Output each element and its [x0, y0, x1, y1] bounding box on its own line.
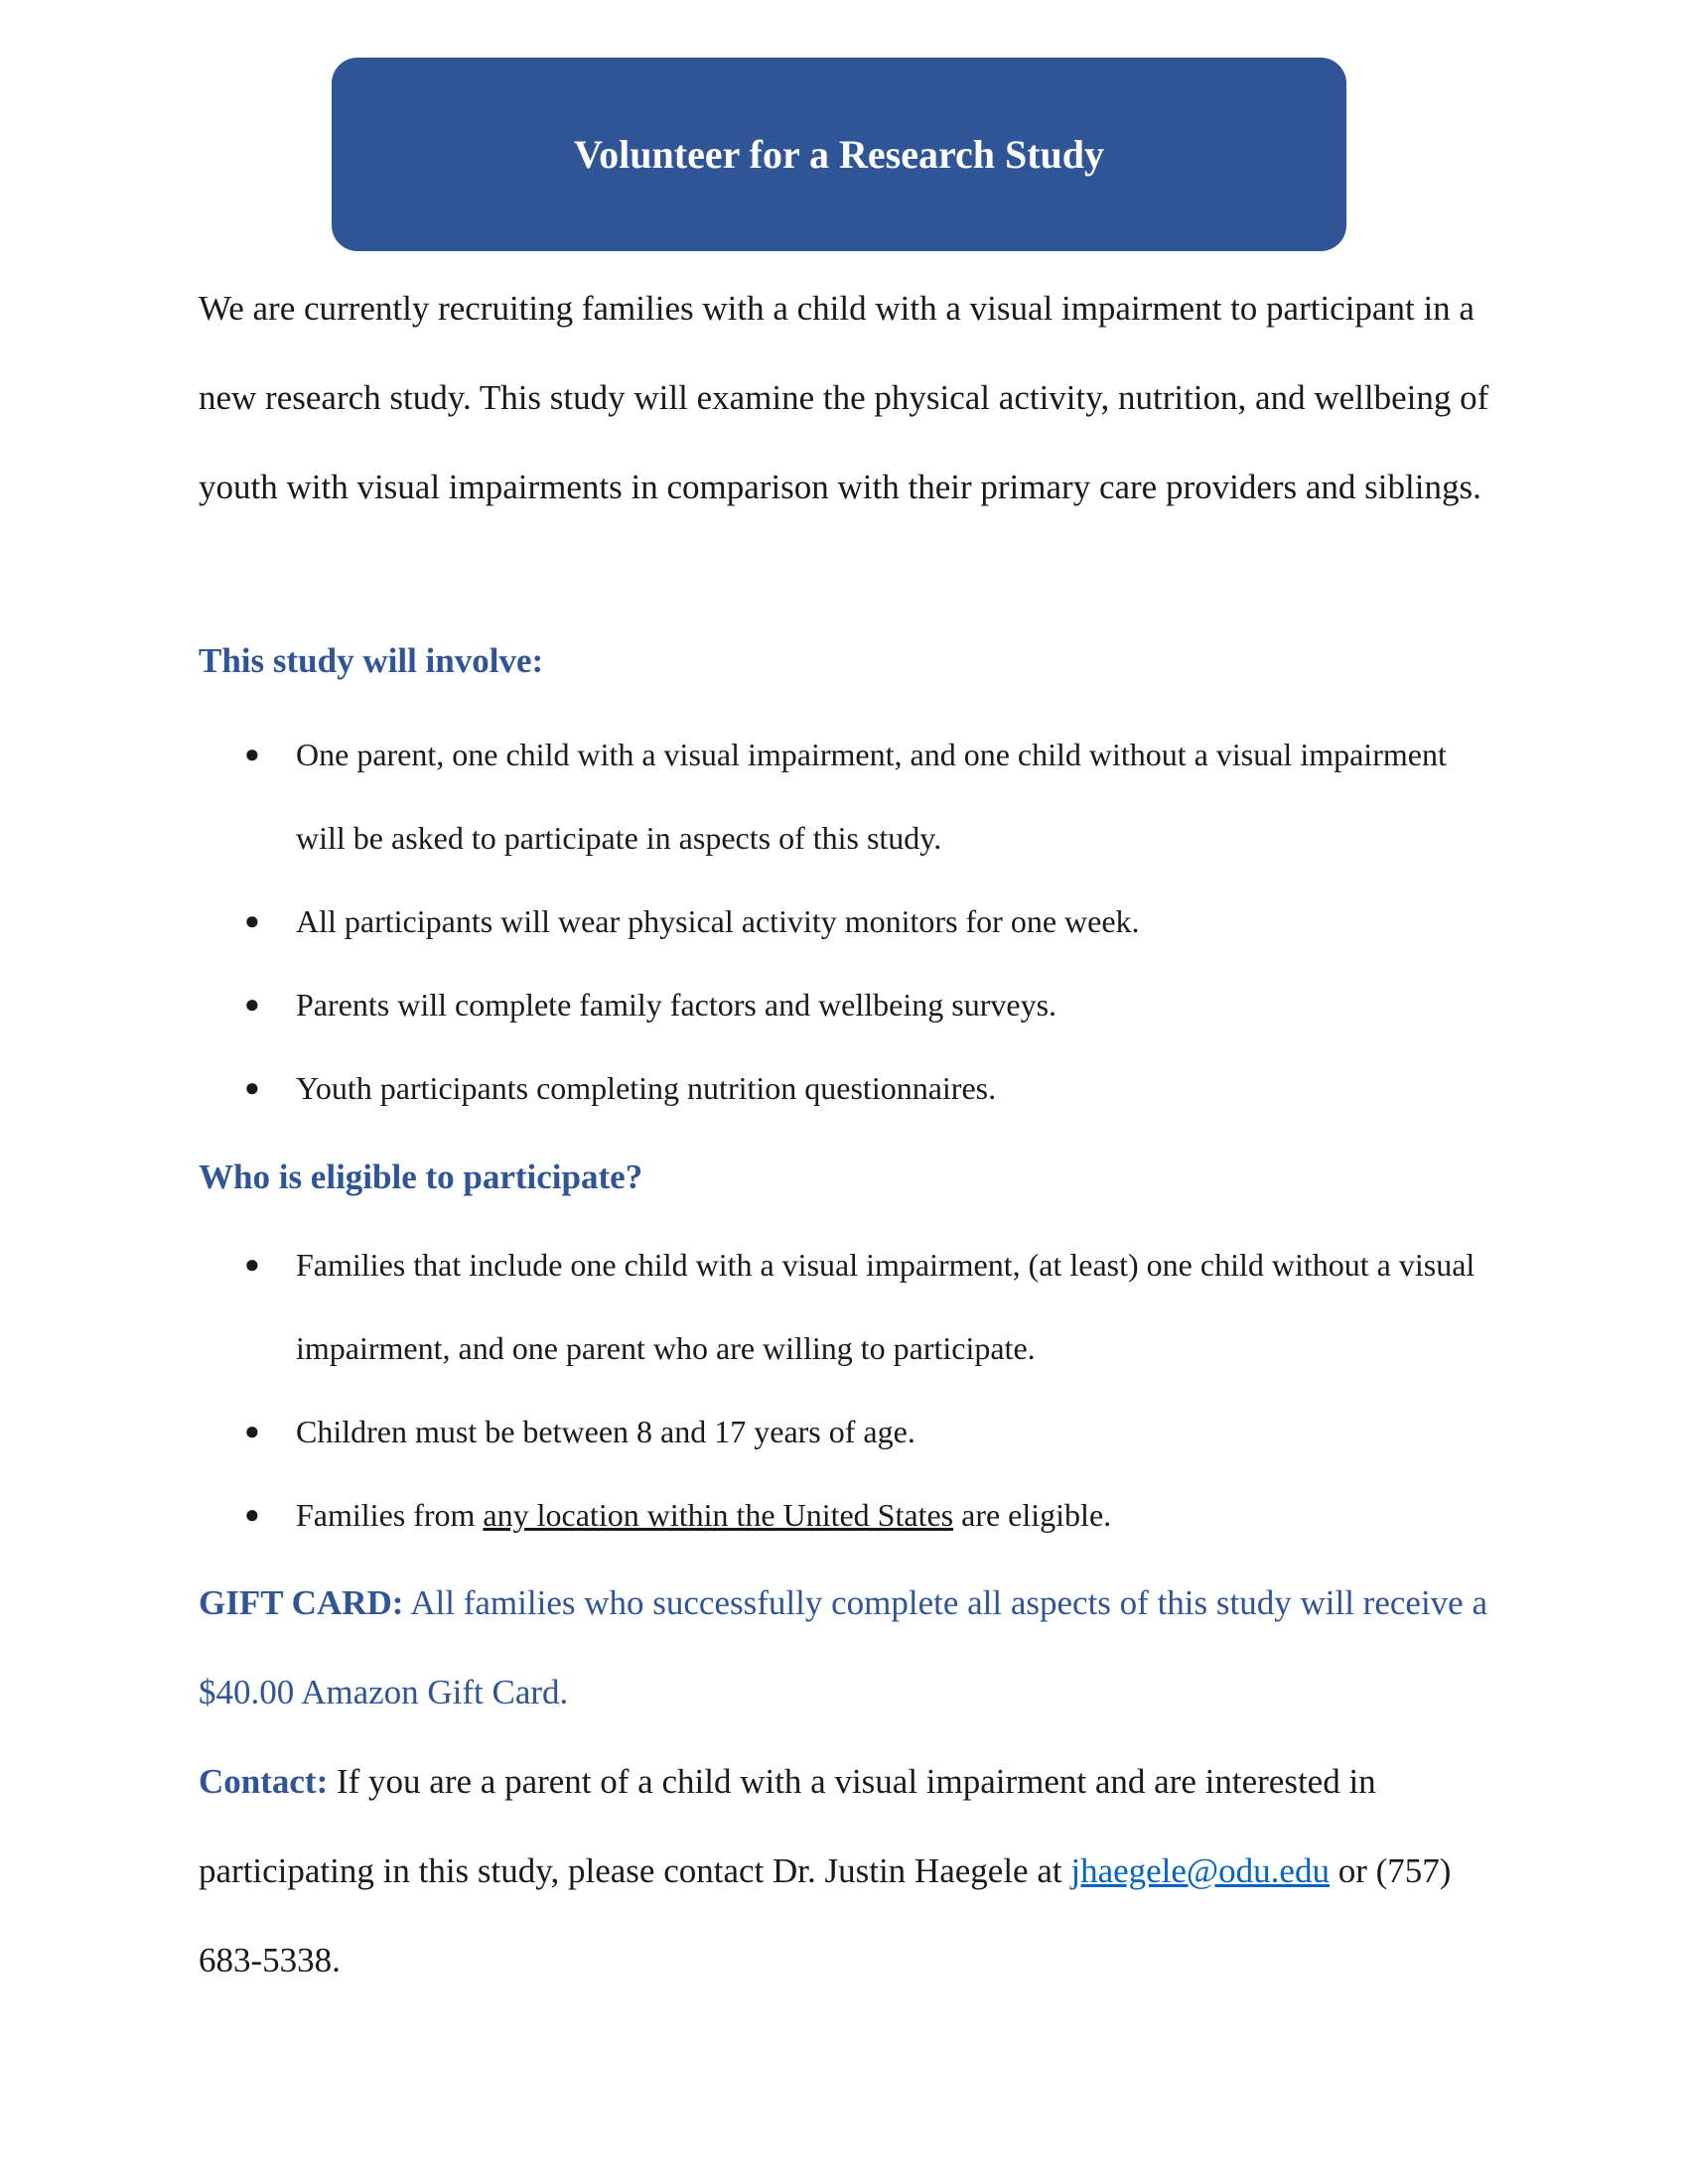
contact-label: Contact:	[199, 1762, 329, 1801]
list-item: ● Families that include one child with a visual impairment, (at least) one child without a visual impairment, and one parent who are willing to participate.	[199, 1223, 1489, 1390]
eligible-heading: Who is eligible to participate?	[199, 1158, 643, 1196]
list-item: ● Parents will complete family factors and wellbeing surveys.	[199, 963, 1489, 1046]
list-item: ● Youth participants completing nutrition questionnaires.	[199, 1046, 1489, 1130]
list-item: ● Children must be between 8 and 17 years of age.	[199, 1390, 1489, 1473]
bullet-icon: ●	[244, 990, 260, 1019]
email-link[interactable]: jhaegele@odu.edu	[1070, 1851, 1330, 1890]
gift-card-paragraph	[199, 1559, 1509, 1737]
bullet-icon: ●	[244, 1073, 260, 1102]
page-title: Volunteer for a Research Study	[573, 132, 1105, 177]
bullet-icon: ●	[244, 906, 260, 935]
contact-paragraph	[199, 1737, 1509, 2005]
list-item: ● All participants will wear physical activity monitors for one week.	[199, 880, 1489, 963]
contact-text: If you are a parent of a child with a visual impairment and are interested in participating in this study, please contact Dr. Justin Haegele at	[199, 1762, 1376, 1890]
bullet-icon: ●	[244, 1417, 260, 1445]
gift-card-text: All families who successfully complete all aspects of this study will receive a $40.00 Amazon Gift Card.	[199, 1583, 1487, 1711]
gift-card-label: GIFT CARD:	[199, 1583, 404, 1622]
list-item: ● One parent, one child with a visual impairment, and one child without a visual impairment will be asked to participate in aspects of this study.	[199, 713, 1489, 880]
involve-list	[199, 713, 1489, 1130]
bullet-icon: ●	[244, 1250, 260, 1279]
intro-paragraph: We are currently recruiting families with a child with a visual impairment to participant in a new research study. This study will examine the physical activity, nutrition, and wellbeing of youth with visual impairments in comparison with their primary care providers and siblings.	[199, 289, 1489, 506]
title-banner	[332, 58, 1346, 251]
list-item: ● Families from any location within the United States are eligible.	[199, 1473, 1489, 1557]
eligible-list	[199, 1223, 1489, 1557]
bullet-icon: ●	[244, 740, 260, 768]
bullet-icon: ●	[244, 1500, 260, 1529]
involve-heading: This study will involve:	[199, 641, 544, 680]
contact-phone: or (757) 683-5338.	[199, 1851, 1452, 1979]
location-underlined: any location within the United States	[483, 1497, 954, 1533]
